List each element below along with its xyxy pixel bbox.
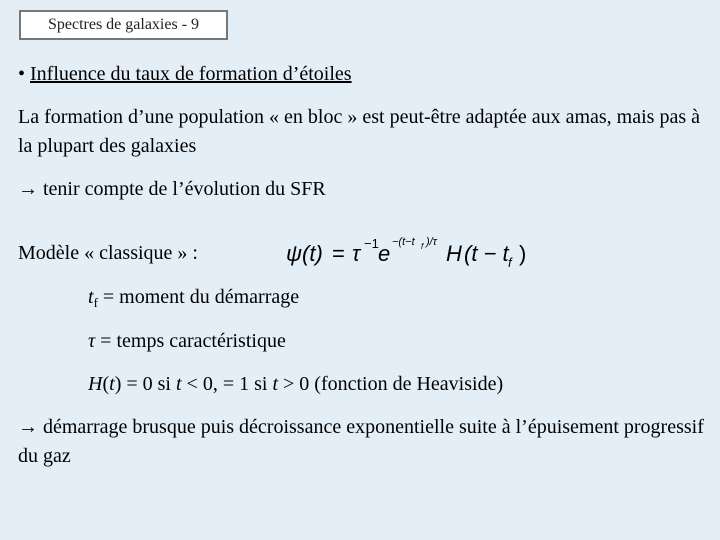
formula-exp-text: −(t−t (392, 236, 415, 248)
tf-text: = moment du démarrage (97, 286, 300, 308)
tf-var: t (88, 286, 94, 308)
formula-equals: = (332, 241, 345, 266)
formula-t-arg: (t) (302, 241, 323, 266)
sfr-formula (286, 231, 536, 273)
bullet: • (18, 63, 26, 85)
formula-H: H (446, 241, 462, 266)
paragraph-conclusion: → démarrage brusque puis décroissance exponentielle suite à l’épuisement progressif du gaz (18, 416, 704, 467)
section-heading (18, 60, 352, 88)
formula-H-sub: f (508, 255, 512, 270)
formula-H-close: ) (519, 241, 527, 266)
tau-var: τ (88, 330, 96, 352)
hv-gt: > 0 (fonction de Heaviside) (278, 373, 504, 395)
tf-sub: f (93, 295, 98, 310)
hv-lt: < 0, = 1 si (181, 373, 273, 395)
formula-tau-exp: −1 (364, 236, 379, 251)
hv-H: H (88, 373, 103, 395)
slide-title: Spectres de galaxies - 9 (19, 10, 228, 40)
paragraph-population: La formation d’une population « en bloc » est peut-être adaptée aux amas, mais pas à la plupart des galaxies (18, 106, 700, 157)
definition-heaviside (88, 370, 503, 398)
hv-open: ( (102, 373, 110, 395)
hv-close: ) (114, 373, 122, 395)
formula-e: e (378, 241, 391, 266)
hv-t2: t (175, 373, 182, 395)
tau-text: = temps caractéristique (95, 330, 286, 352)
formula-exp-close: )/τ (426, 236, 437, 248)
formula-tau: τ (352, 241, 361, 266)
definition-tf (88, 283, 299, 317)
heading-text: Influence du taux de formation d’étoiles (30, 63, 352, 85)
formula-psi: ψ (286, 241, 303, 266)
model-label: Modèle « classique » : (18, 242, 198, 264)
hv-eq0: = 0 si (121, 373, 176, 395)
hv-t3: t (272, 373, 279, 395)
formula-H-open: (t − t (464, 241, 509, 266)
definition-tau (88, 327, 286, 355)
paragraph-sfr: → tenir compte de l’évolution du SFR (18, 178, 326, 200)
hv-t: t (109, 373, 115, 395)
formula-exp-sub: f (421, 242, 424, 251)
